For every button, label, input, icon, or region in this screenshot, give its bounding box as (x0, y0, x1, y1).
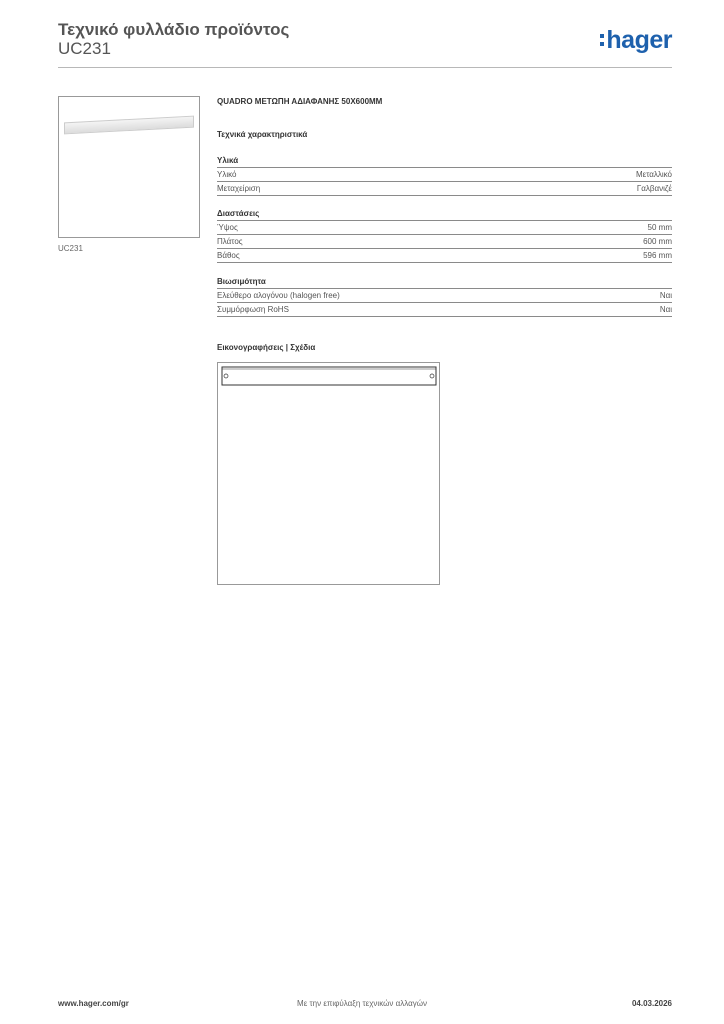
spec-rows (217, 220, 672, 263)
brand-name: hager (606, 26, 672, 54)
spec-label: Ελεύθερο αλογόνου (halogen free) (217, 291, 340, 300)
product-image (58, 96, 200, 238)
logo-dots-icon (600, 32, 605, 50)
header-divider (58, 67, 672, 68)
page-title: Τεχνικό φυλλάδιο προϊόντος (58, 20, 290, 39)
product-title: QUADRO ΜΕΤΩΠΗ ΑΔΙΑΦΑΝΗΣ 50X600MM (217, 97, 383, 106)
spec-label: Συμμόρφωση RoHS (217, 305, 289, 314)
technical-drawing (217, 362, 440, 585)
spec-row (217, 167, 672, 182)
spec-group-dimensions (217, 208, 672, 263)
spec-row (217, 220, 672, 235)
footer-date: 04.03.2026 (631, 999, 672, 1008)
spec-group-title: Διαστάσεις (217, 209, 260, 218)
spec-rows (217, 288, 672, 317)
spec-row (217, 249, 672, 263)
spec-label: Βάθος (217, 251, 240, 260)
spec-value: Μεταλλικό (635, 170, 672, 179)
brand-logo (600, 26, 672, 55)
spec-group-sustainability (217, 276, 672, 317)
specs-heading: Τεχνικά χαρακτηριστικά (217, 130, 308, 139)
spec-row (217, 235, 672, 249)
spec-label: Πλάτος (217, 237, 243, 246)
spec-value: Ναι (659, 291, 672, 300)
spec-value: 600 mm (643, 237, 672, 246)
spec-label: Μεταχείριση (217, 184, 261, 193)
spec-label: Ύψος (217, 223, 238, 232)
product-code-heading: UC231 (58, 39, 111, 58)
spec-rows (217, 167, 672, 196)
footer-website-link[interactable]: www.hager.com/gr (58, 999, 129, 1008)
drawings-heading: Εικονογραφήσεις | Σχέδια (217, 343, 316, 352)
spec-value: 50 mm (647, 223, 672, 232)
spec-row (217, 288, 672, 303)
spec-row (217, 182, 672, 196)
spec-group-title: Υλικά (217, 156, 239, 165)
spec-group-materials (217, 155, 672, 196)
spec-row (217, 303, 672, 317)
product-image-caption: UC231 (58, 244, 83, 253)
technical-drawing-icon (218, 363, 439, 584)
spec-value: Ναι (659, 305, 672, 314)
spec-label: Υλικό (217, 170, 237, 179)
spec-group-title: Βιωσιμότητα (217, 277, 266, 286)
product-photo-icon (64, 116, 194, 135)
spec-value: Γαλβανιζέ (636, 184, 672, 193)
spec-value: 596 mm (643, 251, 672, 260)
footer-note: Με την επιφύλαξη τεχνικών αλλαγών (297, 999, 427, 1008)
